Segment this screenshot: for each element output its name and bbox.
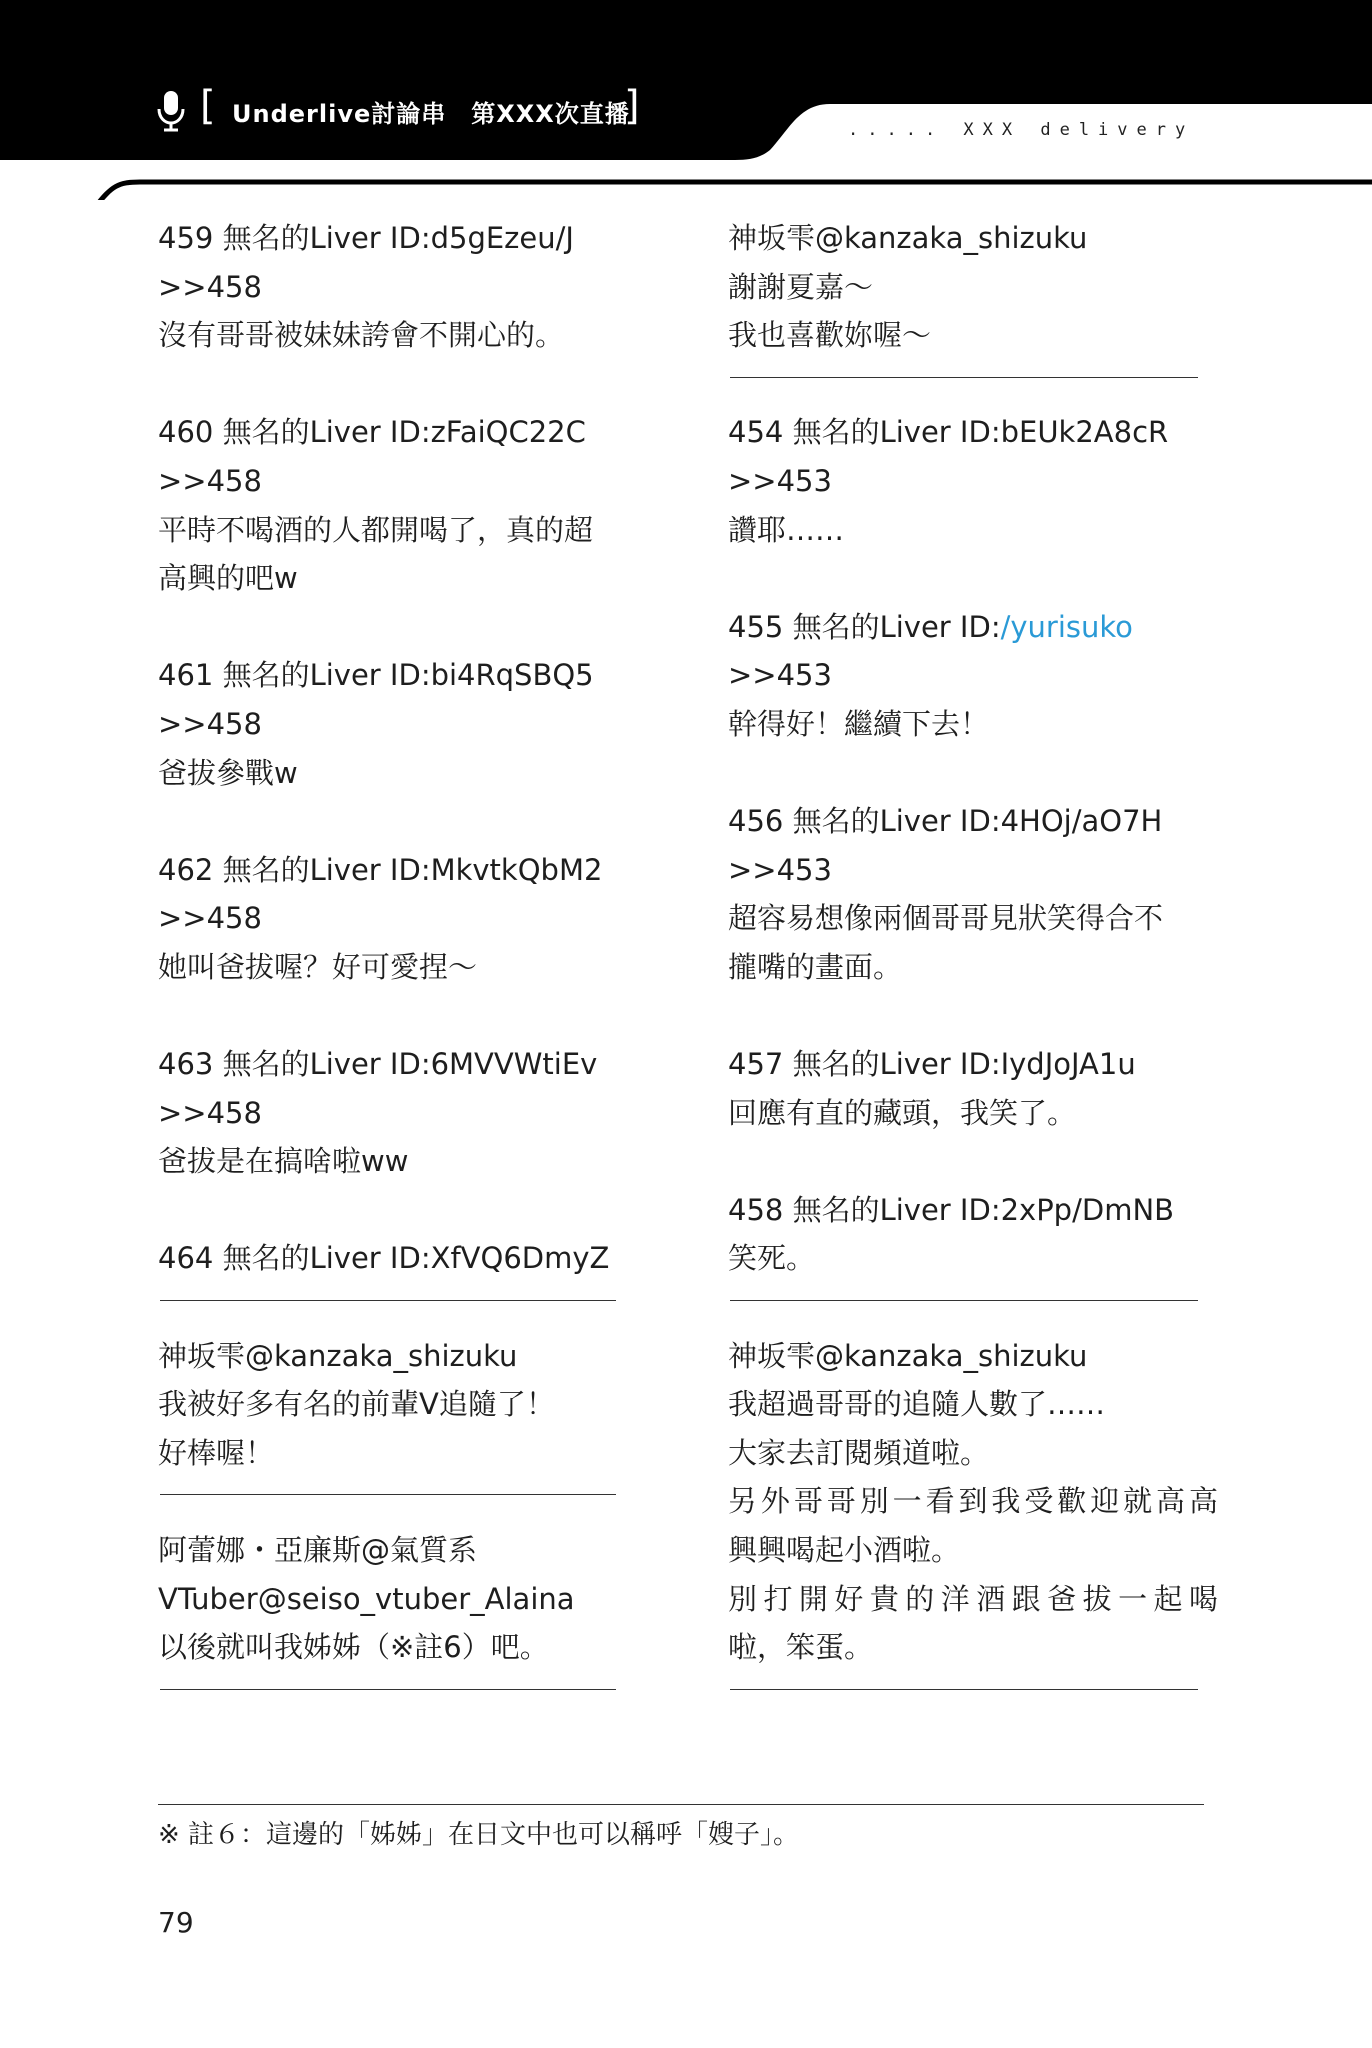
microphone-icon <box>156 90 186 132</box>
text-line: 笑死。 <box>728 1241 816 1276</box>
text-line: 高興的吧w <box>158 561 298 596</box>
text-line: >>458 <box>158 463 262 498</box>
blank-line <box>158 992 638 1041</box>
blank-line <box>158 360 638 409</box>
text-line: 幹得好！繼續下去！ <box>728 706 990 741</box>
text-line: 大家去訂閱頻道啦。 <box>728 1435 990 1470</box>
blank-line <box>158 1186 638 1235</box>
blank-line <box>728 1137 1218 1186</box>
text-line: 阿蕾娜・亞廉斯@氣質系 <box>158 1533 478 1568</box>
text-line: 攏嘴的畫面。 <box>728 949 903 984</box>
text-line: 463 無名的Liver ID:6MVVWtiEv <box>158 1047 598 1082</box>
text-line: >>458 <box>158 706 262 741</box>
text-line: 好棒喔！ <box>158 1435 275 1470</box>
text-line: 457 無名的Liver ID:IydJoJA1u <box>728 1047 1136 1082</box>
text-line: 我超過哥哥的追隨人數了…… <box>728 1387 1106 1422</box>
text-line: 神坂雫@kanzaka_shizuku <box>728 1338 1088 1373</box>
text-line: 爸拔參戰w <box>158 755 298 790</box>
post-header <box>728 603 1218 652</box>
text-line: 我也喜歡妳喔～ <box>728 318 932 353</box>
header-title: Underlive討論串 第XXX次直播 <box>232 100 630 128</box>
blank-line <box>728 992 1218 1041</box>
header-bracket-close: ] <box>624 83 640 129</box>
text-line: 超容易想像兩個哥哥見狀笑得合不 <box>728 901 1164 936</box>
post-header-prefix: 455 無名的Liver ID: <box>728 609 1001 644</box>
header-bracket-open: [ <box>200 83 216 129</box>
text-line: 459 無名的Liver ID:d5gEzeu/J <box>158 221 574 255</box>
text-line: 平時不喝酒的人都開喝了，真的超 <box>158 512 594 547</box>
poster-id-link[interactable]: /yurisuko <box>1000 609 1133 644</box>
blank-line <box>158 797 638 846</box>
text-line: 456 無名的Liver ID:4HOj/aO7H <box>728 804 1163 839</box>
text-line: >>458 <box>158 1095 262 1130</box>
text-line: 她叫爸拔喔？好可愛捏～ <box>158 949 478 984</box>
text-line: 謝謝夏嘉～ <box>728 269 874 304</box>
text-line: >>453 <box>728 463 832 498</box>
text-line: 460 無名的Liver ID:zFaiQC22C <box>158 415 586 450</box>
text-line: VTuber@seiso_vtuber_Alaina <box>158 1581 575 1616</box>
text-line: 454 無名的Liver ID:bEUk2A8cR <box>728 415 1169 450</box>
text-line: 464 無名的Liver ID:XfVQ6DmyZ <box>158 1241 610 1276</box>
text-line: >>453 <box>728 658 832 693</box>
text-line: 別打開好貴的洋酒跟爸拔一起喝 <box>728 1581 1218 1616</box>
text-line: 沒有哥哥被妹妹誇會不開心的。 <box>158 318 565 353</box>
text-line: >>458 <box>158 269 262 304</box>
blank-line <box>728 749 1218 798</box>
divider <box>158 1672 638 1721</box>
text-line: 461 無名的Liver ID:bi4RqSBQ5 <box>158 658 594 693</box>
page-number: 79 <box>158 1906 194 1939</box>
text-line: 另外哥哥別一看到我受歡迎就高高 <box>728 1484 1218 1519</box>
text-line: 我被好多有名的前輩V追隨了！ <box>158 1387 555 1422</box>
divider <box>158 1477 638 1526</box>
text-line: 興興喝起小酒啦。 <box>728 1533 961 1568</box>
divider <box>728 1672 1218 1721</box>
text-line: 神坂雫@kanzaka_shizuku <box>158 1338 518 1373</box>
blank-line <box>158 603 638 652</box>
text-line: 回應有直的藏頭，我笑了。 <box>728 1095 1077 1130</box>
divider <box>728 360 1218 409</box>
text-line: 神坂雫@kanzaka_shizuku <box>728 221 1088 255</box>
text-line: 458 無名的Liver ID:2xPp/DmNB <box>728 1192 1175 1227</box>
text-line: >>458 <box>158 901 262 936</box>
left-column <box>158 214 638 1720</box>
footnote: ※ 註６：這邊的「姊姊」在日文中也可以稱呼「嫂子」。 <box>158 1820 800 1850</box>
divider <box>728 1283 1218 1332</box>
footnote-rule <box>158 1804 1204 1805</box>
text-line: 爸拔是在搞啥啦ww <box>158 1144 409 1179</box>
right-column <box>728 214 1218 1720</box>
divider <box>158 1283 638 1332</box>
text-line: >>453 <box>728 852 832 887</box>
blank-line <box>728 554 1218 603</box>
header-tagline: ..... XXX delivery <box>848 120 1195 140</box>
text-line: 462 無名的Liver ID:MkvtkQbM2 <box>158 852 603 887</box>
text-line: 以後就叫我姊姊（※註6）吧。 <box>158 1630 549 1665</box>
text-line: 讚耶…… <box>728 512 845 547</box>
text-line: 啦，笨蛋。 <box>728 1630 874 1665</box>
